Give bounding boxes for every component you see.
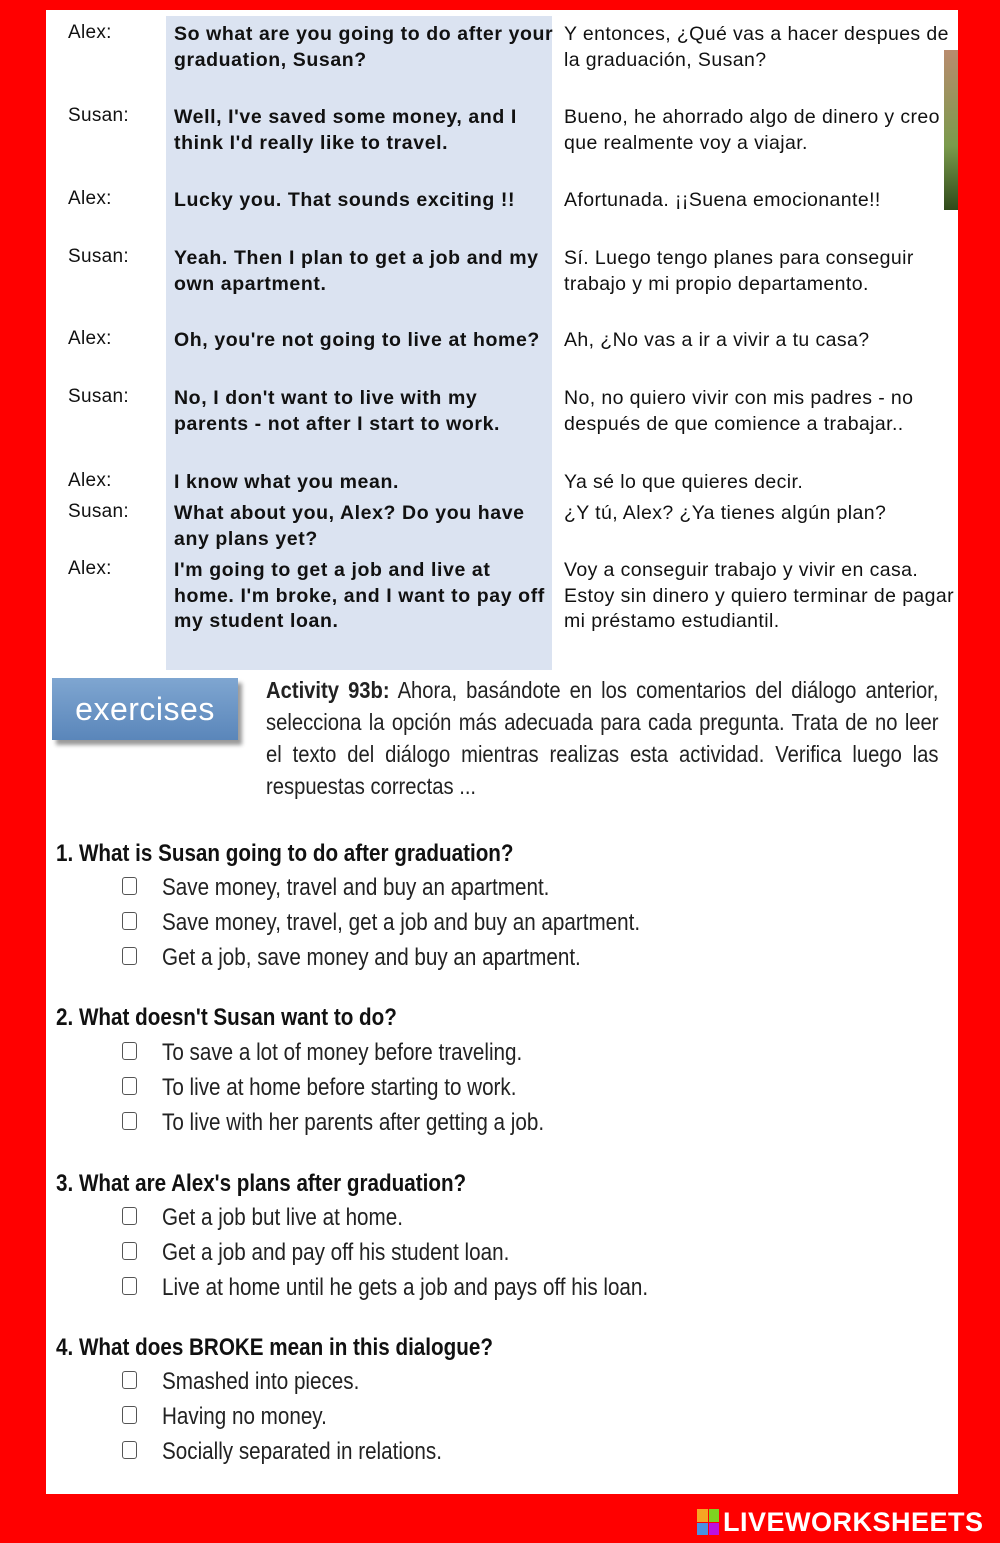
spanish-line: Voy a conseguir trabajo y vivir en casa. Estoy sin dinero y quiero terminar de pagar mi préstamo estudiantil. [564,559,955,632]
speaker-name: Alex: [68,470,112,491]
checkbox[interactable] [122,947,137,965]
spanish-line: No, no quiero vivir con mis padres - no después de que comience a trabajar.. [564,387,914,435]
question-4 [56,1334,936,1465]
speaker-name: Alex: [68,558,112,579]
option-label: Live at home until he gets a job and pays off his loan. [162,1274,649,1301]
option-label: Smashed into pieces. [162,1368,360,1395]
speaker-name: Susan: [68,386,129,407]
checkbox[interactable] [122,1042,137,1060]
liveworksheets-logo[interactable] [697,1505,984,1539]
activity-text: Ahora, basándote en los comentarios del diálogo anterior, selecciona la opción más adecuada para cada pregunta. Trata de no leer el texto del diálogo mientras realizas esta actividad. Verifica luego las respuestas correctas ... [266,677,939,799]
checkbox[interactable] [122,1406,137,1424]
english-line: Well, I've saved some money, and I think I'd really like to travel. [174,106,517,154]
dialogue-section [46,10,958,670]
english-line: No, I don't want to live with my parents - not after I start to work. [174,387,501,435]
question-title: 1. What is Susan going to do after graduation? [56,840,514,867]
spanish-line: Sí. Luego tengo planes para conseguir trabajo y mi propio departamento. [564,247,914,295]
spanish-line: Ah, ¿No vas a ir a vivir a tu casa? [564,329,870,351]
option-label: To live with her parents after getting a job. [162,1109,545,1136]
english-line: What about you, Alex? Do you have any plans yet? [174,502,525,550]
english-line: So what are you going to do after your graduation, Susan? [174,23,554,71]
option-label: Socially separated in relations. [162,1438,442,1465]
speaker-name: Alex: [68,22,112,43]
question-1 [56,840,936,971]
speaker-name: Susan: [68,501,129,522]
question-title: 2. What doesn't Susan want to do? [56,1004,397,1031]
checkbox[interactable] [122,1207,137,1225]
logo-wordmark: LIVEWORKSHEETS [723,1506,984,1537]
option-label: Get a job and pay off his student loan. [162,1239,510,1266]
exercises-badge-label: exercises [75,690,215,727]
speaker-name: Susan: [68,105,129,126]
checkbox[interactable] [122,1077,137,1095]
checkbox[interactable] [122,912,137,930]
speaker-name: Alex: [68,328,112,349]
checkbox[interactable] [122,877,137,895]
checkbox[interactable] [122,1371,137,1389]
checkbox[interactable] [122,1277,137,1295]
option-label: Get a job but live at home. [162,1204,403,1231]
option-label: Save money, travel, get a job and buy an apartment. [162,909,641,936]
option-label: Get a job, save money and buy an apartment. [162,944,581,971]
checkbox[interactable] [122,1242,137,1260]
activity-instructions [266,674,939,802]
question-3 [56,1170,936,1301]
english-line: I know what you mean. [174,471,399,493]
checkbox[interactable] [122,1441,137,1459]
logo-mark-icon [697,1509,719,1535]
option-label: Save money, travel and buy an apartment. [162,874,550,901]
exercises-badge [52,678,238,740]
english-line: Lucky you. That sounds exciting !! [174,189,516,211]
english-line: I'm going to get a job and live at home. I'm broke, and I want to pay off my student loan. [174,559,545,632]
checkbox[interactable] [122,1112,137,1130]
spanish-line: Ya sé lo que quieres decir. [564,471,804,493]
option-label: To live at home before starting to work. [162,1074,517,1101]
speaker-name: Susan: [68,246,129,267]
activity-label: Activity 93b: [266,677,390,703]
spanish-line: ¿Y tú, Alex? ¿Ya tienes algún plan? [564,502,887,524]
english-line: Yeah. Then I plan to get a job and my own apartment. [174,247,539,295]
option-label: Having no money. [162,1403,327,1430]
option-label: To save a lot of money before traveling. [162,1039,523,1066]
question-2 [56,1004,936,1136]
worksheet-page [46,10,958,1494]
spanish-line: Afortunada. ¡¡Suena emocionante!! [564,189,881,211]
english-line: Oh, you're not going to live at home? [174,329,540,351]
speaker-name: Alex: [68,188,112,209]
spanish-line: Bueno, he ahorrado algo de dinero y creo que realmente voy a viajar. [564,106,940,154]
question-title: 3. What are Alex's plans after graduation? [56,1170,467,1197]
question-title: 4. What does BROKE mean in this dialogue? [56,1334,493,1361]
spanish-line: Y entonces, ¿Qué vas a hacer despues de la graduación, Susan? [564,23,949,71]
